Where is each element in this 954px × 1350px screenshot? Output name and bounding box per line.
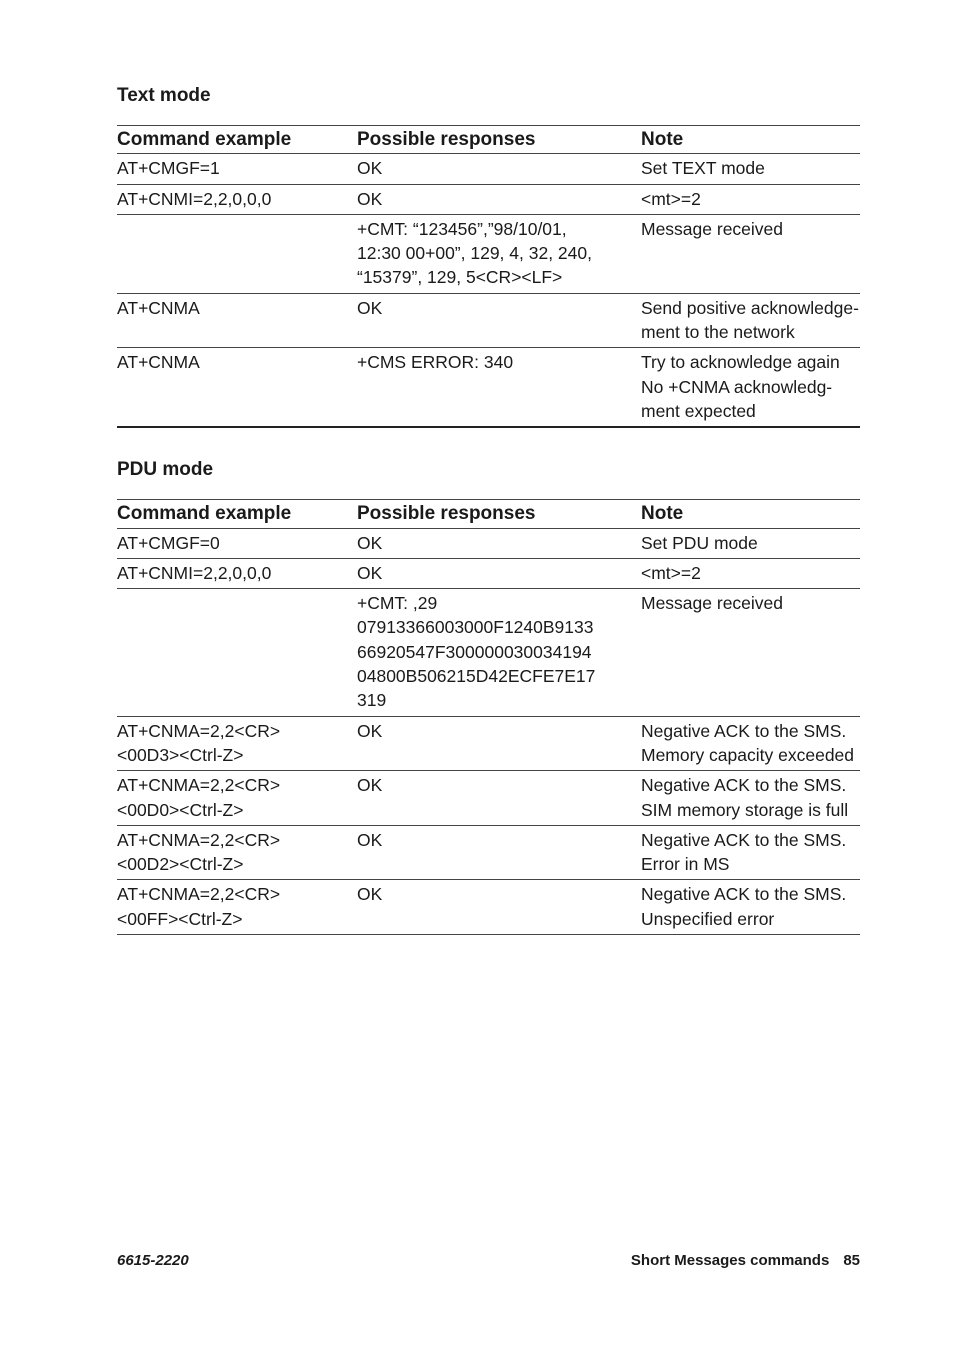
response-cell: OK: [357, 184, 641, 214]
section-name: Short Messages commands: [630, 1252, 830, 1269]
command-cell: AT+CNMA=2,2<CR> <00D3><Ctrl-Z>: [117, 716, 357, 771]
footer-right: [631, 1251, 860, 1271]
note-cell: Negative ACK to the SMS. SIM memory storage is full: [641, 771, 860, 826]
document-number: 6615-2220: [117, 1252, 189, 1269]
table-header-row: [117, 126, 860, 154]
note-cell: <mt>=2: [641, 184, 860, 214]
note-cell: Set TEXT mode: [641, 154, 860, 184]
command-cell: AT+CNMA=2,2<CR> <00D2><Ctrl-Z>: [117, 825, 357, 880]
response-cell: +CMT: “123456”,”98/10/01, 12:30 00+00”, 129, 4, 32, 240, “15379”, 129, 5<CR><LF>: [357, 214, 641, 293]
note-cell: Send positive acknowledge- ment to the network: [641, 293, 860, 348]
column-header-note: Note: [641, 500, 860, 528]
command-cell: AT+CNMI=2,2,0,0,0: [117, 184, 357, 214]
note-cell: Negative ACK to the SMS. Unspecified error: [641, 880, 860, 935]
table-row: [117, 528, 860, 558]
response-cell: OK: [357, 771, 641, 826]
note-cell: Negative ACK to the SMS. Memory capacity exceeded: [641, 716, 860, 771]
page-number: 85: [843, 1252, 860, 1269]
response-cell: OK: [357, 825, 641, 880]
note-cell: Set PDU mode: [641, 528, 860, 558]
pdu-mode-heading: PDU mode: [117, 459, 214, 481]
table-row: [117, 771, 860, 826]
table-row: [117, 214, 860, 293]
pdu-mode-table: [117, 499, 860, 935]
text-mode-heading: Text mode: [117, 85, 211, 106]
response-cell: OK: [357, 528, 641, 558]
table-row: [117, 589, 860, 716]
table-row: [117, 348, 860, 427]
command-cell: AT+CNMI=2,2,0,0,0: [117, 558, 357, 588]
response-cell: OK: [357, 293, 641, 348]
note-cell: <mt>=2: [641, 558, 860, 588]
response-cell: OK: [357, 716, 641, 771]
table-row: [117, 154, 860, 184]
command-cell: AT+CMGF=1: [117, 154, 357, 184]
command-cell: AT+CNMA: [117, 293, 357, 348]
command-cell: AT+CMGF=0: [117, 528, 357, 558]
response-cell: +CMT: ,29 07913366003000F1240B9133 66920547F300000030034194 04800B506215D42ECFE7E17 319: [357, 589, 641, 716]
note-cell: Message received: [641, 589, 860, 716]
column-header-command: Command example: [117, 500, 357, 528]
table-row: [117, 825, 860, 880]
command-cell: AT+CNMA=2,2<CR> <00D0><Ctrl-Z>: [117, 771, 357, 826]
response-cell: OK: [357, 558, 641, 588]
note-cell: Message received: [641, 214, 860, 293]
column-header-note: Note: [641, 126, 860, 154]
column-header-command: Command example: [117, 126, 357, 154]
response-cell: OK: [357, 154, 641, 184]
text-mode-table: [117, 125, 860, 428]
response-cell: +CMS ERROR: 340: [357, 348, 641, 427]
column-header-responses: Possible responses: [357, 500, 641, 528]
table-row: [117, 184, 860, 214]
command-cell: AT+CNMA: [117, 348, 357, 427]
table-row: [117, 558, 860, 588]
table-header-row: [117, 500, 860, 528]
response-cell: OK: [357, 880, 641, 935]
note-cell: Negative ACK to the SMS. Error in MS: [641, 825, 860, 880]
column-header-responses: Possible responses: [357, 126, 641, 154]
table-row: [117, 716, 860, 771]
note-cell: Try to acknowledge again No +CNMA acknowledg- ment expected: [641, 348, 860, 427]
table-row: [117, 293, 860, 348]
page-content: [117, 84, 860, 935]
command-cell: [117, 589, 357, 716]
command-cell: [117, 214, 357, 293]
command-cell: AT+CNMA=2,2<CR> <00FF><Ctrl-Z>: [117, 880, 357, 935]
table-row: [117, 880, 860, 935]
